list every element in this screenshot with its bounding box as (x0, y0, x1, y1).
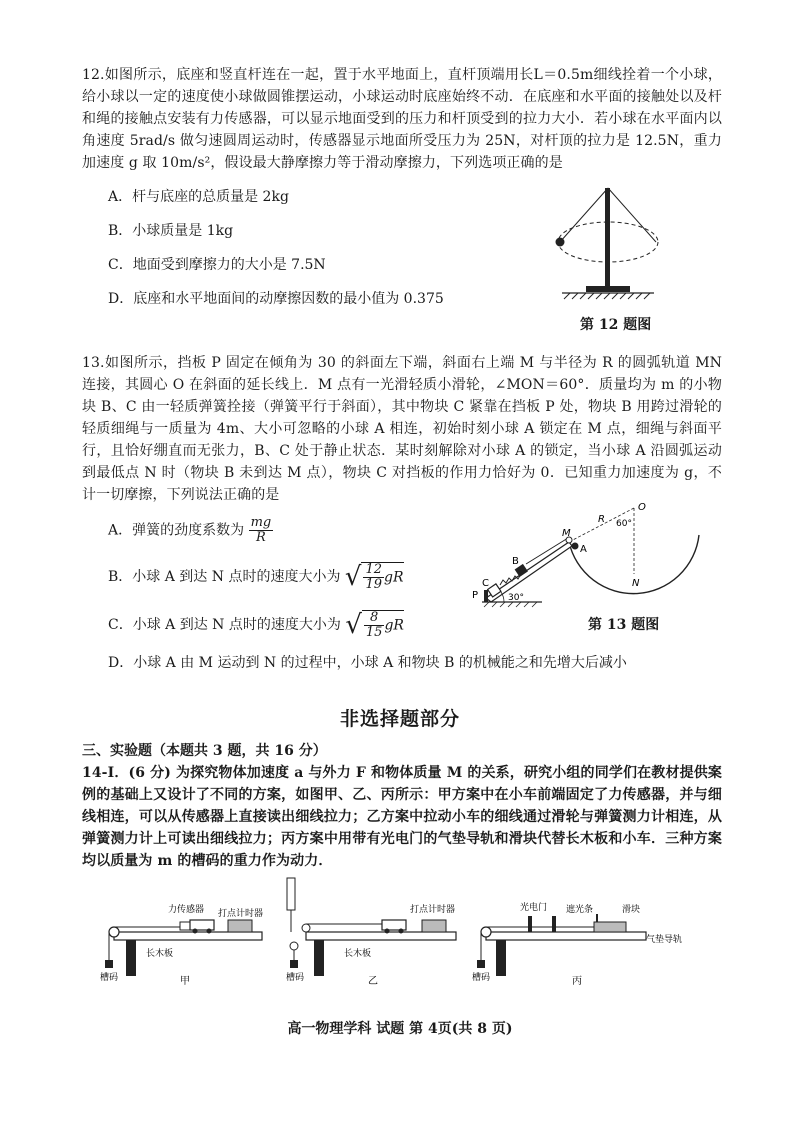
q14-stem: 14-Ⅰ．(6 分) 为探究物体加速度 a 与外力 F 和物体质量 M 的关系，研究小组的同学们在教材提供案例的基础上又设计了不同的方案，如图甲、乙、丙所示：甲方案中在小车前端固定了力传感器，并与细线相连，可以从传感器上直接读出细线拉力；乙方案中拉动小车的细线通过滑轮与弹簧测力计相连，从弹簧测力计上可读出细线拉力；丙方案中用带有光电门的气垫导轨和滑块代替长木板和小车．三种方案均以质量为 m 的槽码的重力作为动力． (82, 765, 722, 869)
q13-option-b-text: B．小球 A 到达 N 点时的速度大小为 (108, 569, 341, 585)
pendulum-cone-line (608, 188, 656, 242)
q13-option-c-numerator: 8 (364, 611, 385, 626)
bing-label-name: 丙 (572, 976, 582, 987)
fig-jia (100, 903, 263, 987)
page-footer: 高一物理学科 试题 第 4页(共 8 页) (287, 1021, 513, 1037)
q12-caption: 第 12 题图 (580, 317, 652, 333)
q13-option-a-numerator: mg (250, 515, 272, 530)
q13-option-c-denominator: 15 (365, 625, 383, 640)
q13-caption: 第 13 题图 (588, 617, 660, 633)
pendulum-ball (556, 238, 565, 247)
vertical-rod (605, 188, 610, 290)
bing-gate-2 (552, 916, 556, 932)
q13-option-a (108, 516, 273, 545)
q13-option-d: D．小球 A 由 M 运动到 N 的过程中，小球 A 和物块 B 的机械能之和先增大后减小 (108, 655, 627, 671)
jia-label-name: 甲 (180, 976, 190, 987)
bing-track (486, 932, 646, 940)
bing-gate-1 (528, 916, 532, 932)
bing-label-shade: 遮光条 (566, 905, 594, 915)
label-r: R (598, 514, 605, 525)
q13-option-b-sqrt (345, 562, 404, 592)
jia-sensor (180, 922, 190, 930)
jia-table-leg (126, 940, 136, 976)
jia-cart (190, 920, 214, 930)
label-30: 30° (508, 593, 524, 603)
bing-label-gate: 光电门 (520, 903, 548, 913)
q12-stem: 12.如图所示，底座和竖直杆连在一起，置于水平地面上，直杆顶端用长L＝0.5m细线拴着一个小球，给小球以一定的速度使小球做圆锥摆运动，小球运动时底座始终不动．在底座和水平面的接触处以及杆和绳的接触点安装有力传感器，可以显示地面受到的压力和杆顶受到的拉力大小．若小球在水平面内以角速度 5rad/s 做匀速圆周运动时，传感器显示地面所受压力为 25N，对杆顶的拉力是 12.5N，重力加速度 g 取 10m/s²，假设最大静摩擦力等于滑动摩擦力，下列选项正确的是 (82, 67, 722, 171)
fig-bing (472, 901, 682, 987)
bing-weight (477, 960, 485, 968)
q13-option-a-denominator: R (256, 530, 266, 545)
label-p: P (472, 590, 479, 601)
q13-option-c-sqrt (345, 610, 404, 640)
yi-board (306, 932, 456, 940)
bing-label-track: 气垫导轨 (646, 935, 683, 945)
jia-wheel (207, 929, 212, 934)
q13-option-c-gr: gR (384, 617, 404, 634)
fig-yi (286, 878, 456, 987)
q13-option-c (108, 610, 404, 640)
q13-option-b-numerator: 12 (365, 562, 383, 577)
q12-option-d: D．底座和水平地面间的动摩擦因数的最小值为 0.375 (108, 291, 444, 307)
pendulum-string (560, 188, 608, 242)
label-a: A (580, 544, 587, 555)
label-b: B (512, 556, 519, 567)
label-c: C (482, 578, 489, 589)
ground-hatch (564, 293, 650, 299)
yi-label-board: 长木板 (344, 949, 372, 959)
bing-table-leg (496, 940, 506, 976)
bing-label-weight: 槽码 (472, 973, 491, 983)
jia-wheel (193, 929, 198, 934)
q13-option-b-denominator: 19 (365, 577, 383, 592)
yi-label-name: 乙 (368, 976, 378, 987)
jia-label-timer: 打点计时器 (218, 909, 264, 919)
bing-pulley (481, 927, 491, 937)
q13-stem: 13.如图所示，挡板 P 固定在倾角为 30 的斜面左下端，斜面右上端 M 与半径为 R 的圆弧轨道 MN 连接，其圆心 O 在斜面的延长线上．M 点有一光滑轻质小滑轮，∠MON＝60°．质量均为 m 的小物块 B、C 由一轻质弹簧拴接（弹簧平行于斜面），其中物块 C 紧靠在挡板 P 处，物块 B 用跨过滑轮的轻质细绳与一质量为 4m、大小可忽略的小球 A 相连，初始时刻小球 A 锁定在 M 点，细绳与斜面平行，且恰好绷直而无张力，B、C 处于静止状态．某时刻解除对小球 A 的锁定，当小球 A 沿圆弧运动到最低点 N 时（物块 B 未到达 M 点），物块 C 对挡板的作用力恰好为 0．已知重力加速度为 g，不计一切摩擦，下列说法正确的是 (82, 355, 722, 503)
label-o: O (638, 502, 646, 513)
yi-cart (382, 920, 406, 930)
base (586, 286, 630, 292)
q13-option-a-text: A．弹簧的劲度系数为 (108, 522, 245, 539)
jia-label-board: 长木板 (146, 949, 174, 959)
sqrt-symbol: √ (345, 610, 362, 640)
bing-slider (594, 922, 626, 932)
plate-p (484, 590, 488, 602)
jia-pulley (109, 927, 119, 937)
q13-option-c-text: C．小球 A 到达 N 点时的速度大小为 (108, 617, 341, 633)
yi-table-leg (314, 940, 324, 976)
ball-a (572, 543, 579, 550)
yi-pulley-bottom (290, 942, 298, 950)
label-n: N (632, 578, 640, 589)
section-heading: 非选择题部分 (339, 708, 460, 730)
q13-option-a-fraction (249, 516, 274, 545)
yi-pulley-top (302, 924, 310, 932)
jia-timer (228, 920, 252, 932)
jia-label-sensor: 力传感器 (168, 905, 205, 915)
q13-figure (470, 498, 720, 610)
sqrt-symbol: √ (344, 562, 362, 592)
yi-wheel (385, 929, 390, 934)
jia-board (114, 932, 262, 940)
jia-weight (105, 960, 113, 968)
q13-option-b-gr: gR (384, 569, 404, 586)
label-m: M (562, 528, 571, 539)
q12-figure (548, 180, 668, 310)
yi-label-weight: 槽码 (286, 973, 305, 983)
jia-label-weight: 槽码 (100, 973, 119, 983)
yi-weight (290, 960, 298, 968)
yi-spring-scale (287, 878, 295, 910)
q12-option-c: C．地面受到摩擦力的大小是 7.5N (108, 257, 326, 273)
q14-figures (100, 876, 700, 992)
bing-label-slider: 滑块 (622, 905, 641, 915)
label-angle-60: 60° (616, 519, 632, 529)
q12-option-b: B．小球质量是 1kg (108, 223, 234, 239)
yi-timer (422, 920, 446, 932)
q13-option-b (108, 562, 404, 592)
section-3-title: 三、实验题（本题共 3 题，共 16 分） (82, 743, 327, 759)
yi-wheel (399, 929, 404, 934)
yi-label-timer: 打点计时器 (410, 905, 456, 915)
q12-option-a: A．杆与底座的总质量是 2kg (108, 189, 289, 205)
